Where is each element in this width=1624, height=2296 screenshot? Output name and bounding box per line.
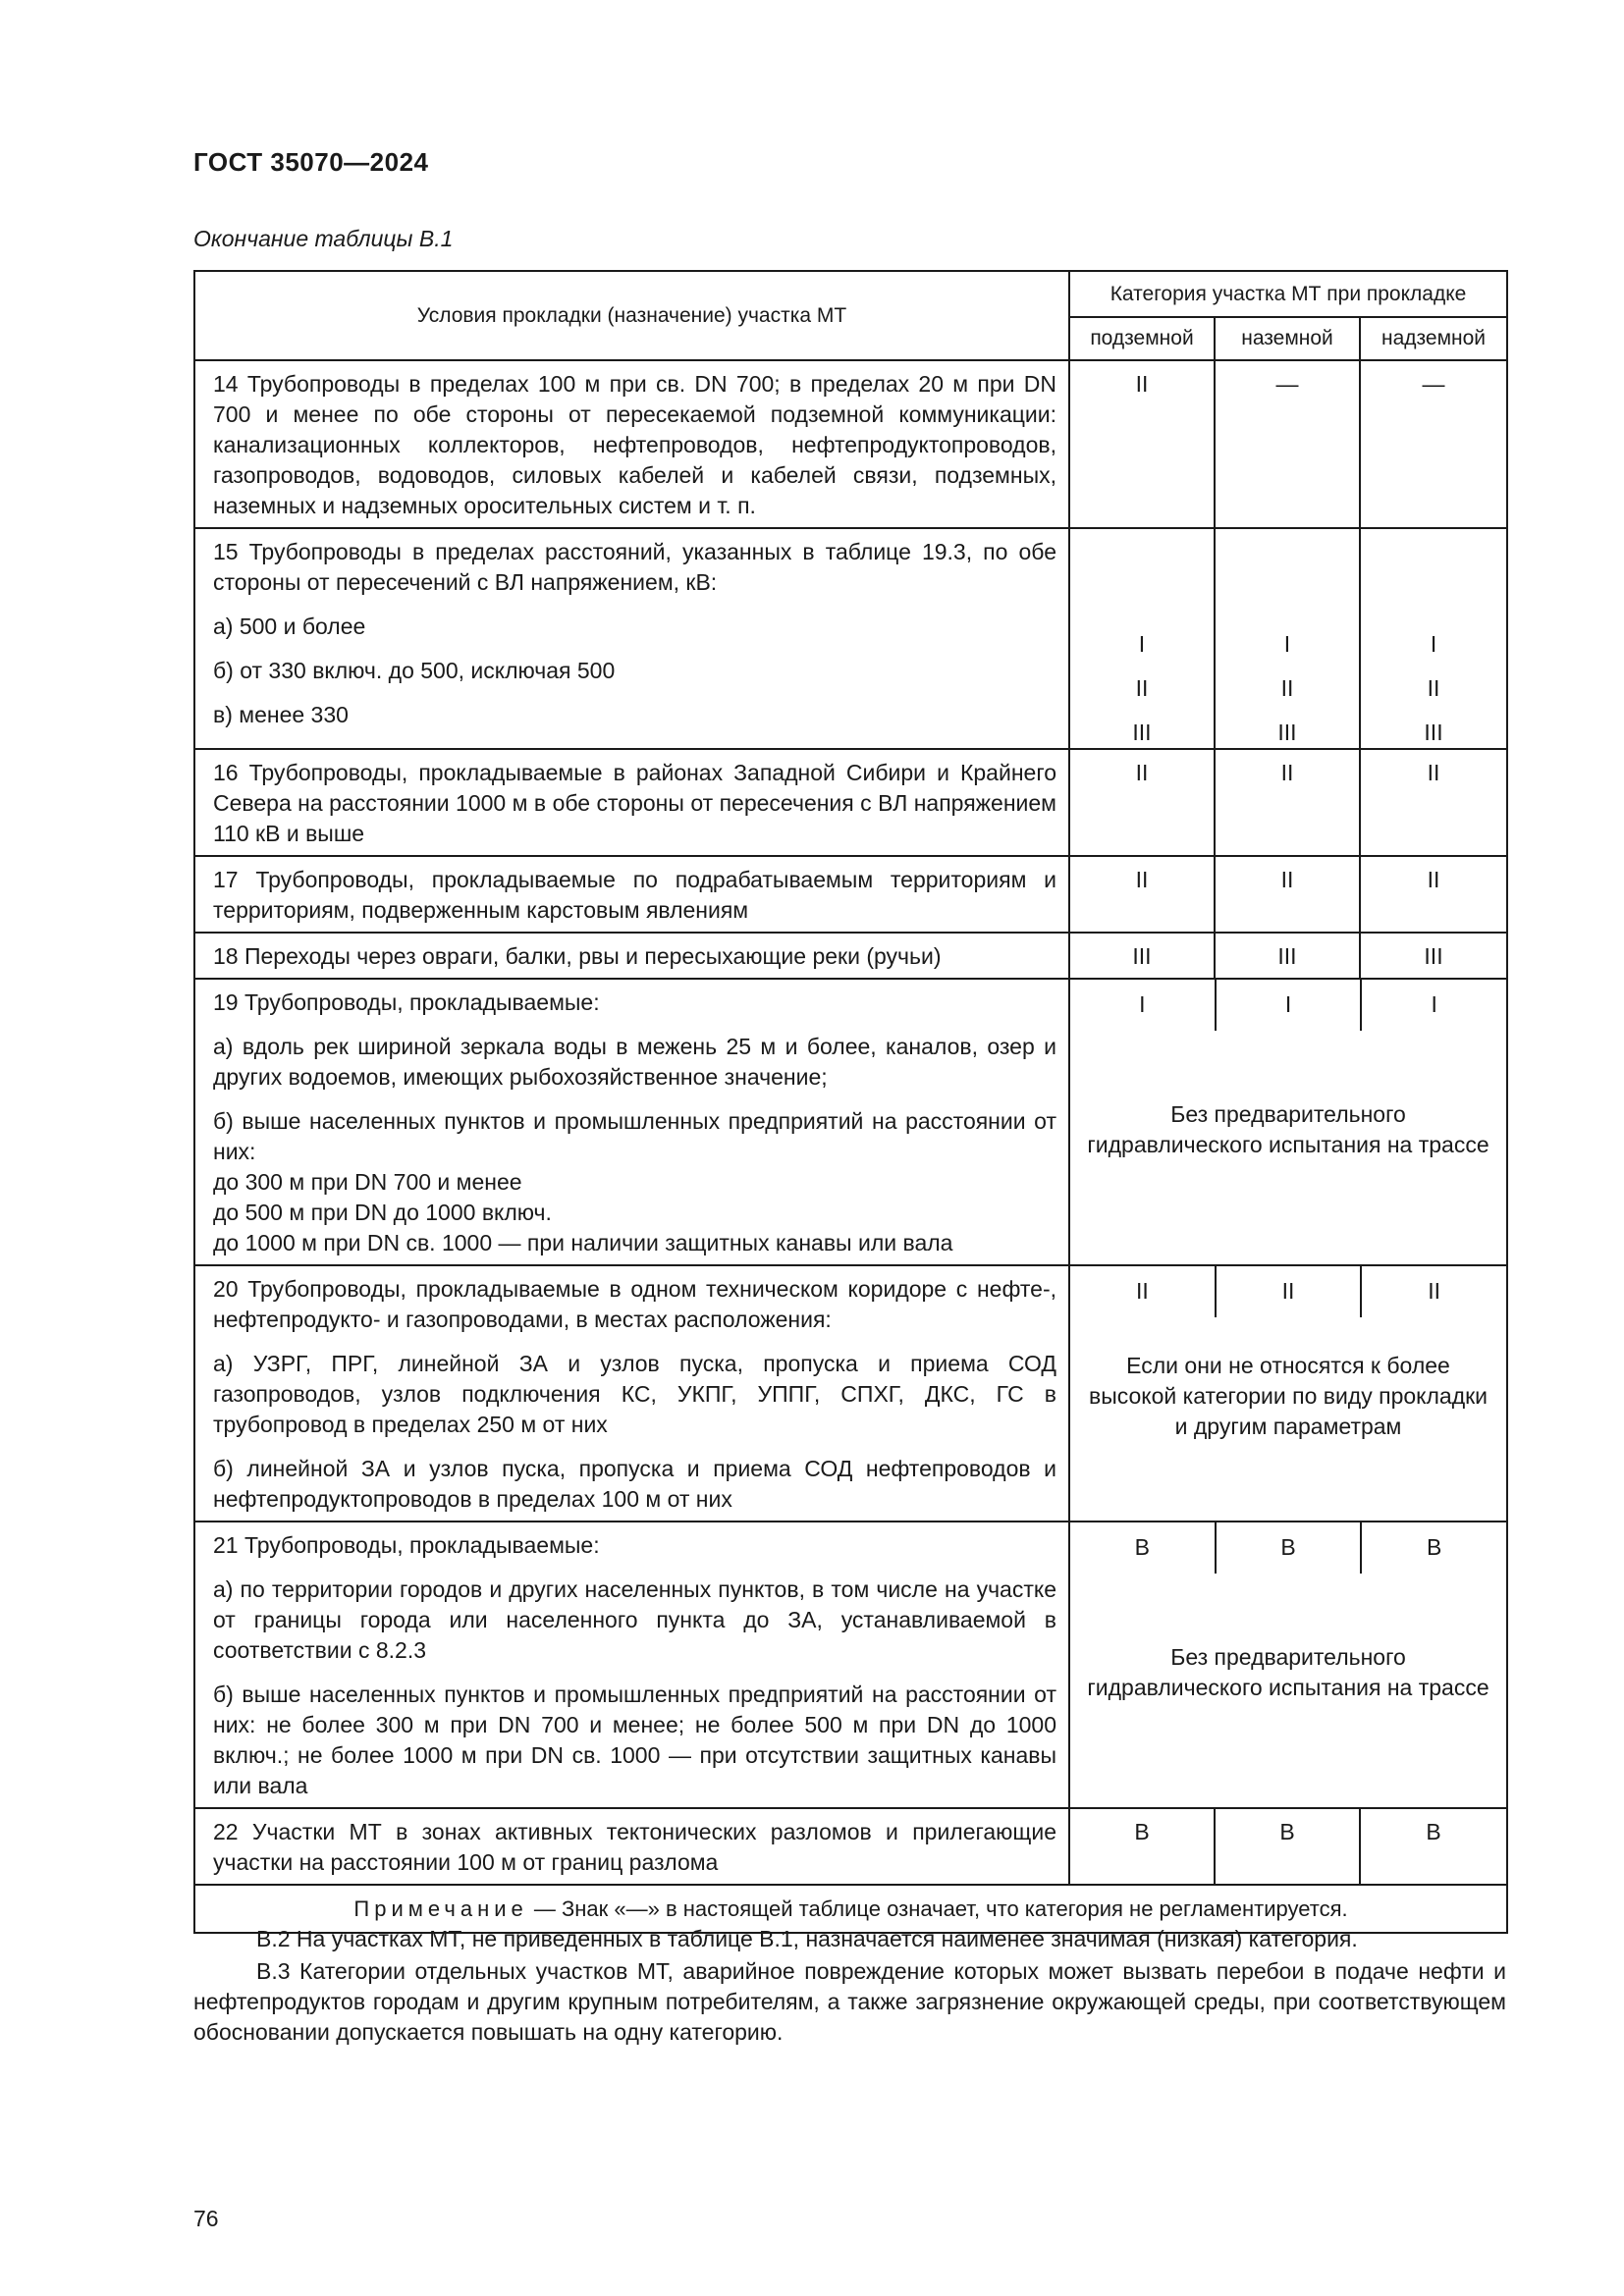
row19-aboveground: I xyxy=(1431,991,1437,1017)
table-caption: Окончание таблицы В.1 xyxy=(193,226,454,251)
category-table xyxy=(193,270,1508,1934)
row16-underground: II xyxy=(1135,760,1149,785)
row22-text: 22 Участки МТ в зонах активных тектонических разломов и прилегающие участки на расстоянии 100 м от границ разлома xyxy=(213,1819,1056,1875)
row17-ground: II xyxy=(1280,867,1294,892)
table-row-22 xyxy=(194,1808,1507,1885)
row19-ground: I xyxy=(1217,980,1363,1031)
row19-underground: I xyxy=(1070,980,1217,1031)
footnote-text: — Знак «—» в настоящей таблице означает, что категория не регламентируется. xyxy=(527,1896,1348,1921)
row18-underground: III xyxy=(1132,943,1152,969)
row15b-underground: II xyxy=(1135,675,1149,701)
row18-aboveground: III xyxy=(1424,943,1443,969)
row19-item-b-line2: до 300 м при DN 700 и менее xyxy=(213,1169,522,1195)
table-row-20 xyxy=(194,1265,1507,1522)
row14-aboveground: — xyxy=(1422,371,1445,397)
table-row-17 xyxy=(194,856,1507,933)
row15b-ground: II xyxy=(1280,675,1294,701)
row19-note: Без предварительного гидравлического испытания на трассе xyxy=(1087,1101,1489,1157)
table-row-18 xyxy=(194,933,1507,979)
row19-item-b: б) выше населенных пунктов и промышленных предприятий на расстоянии от них: xyxy=(213,1108,1056,1164)
row15c-aboveground: III xyxy=(1424,720,1443,745)
row17-underground: II xyxy=(1135,867,1149,892)
row21-underground: В xyxy=(1070,1522,1217,1574)
row21-item-a: а) по территории городов и других населенных пунктов, в том числе на участке от границы города или населенного пункта до ЗА, устанавливаемой в соответствии с 8.2.3 xyxy=(213,1576,1056,1663)
row16-aboveground: II xyxy=(1427,760,1440,785)
row21-aboveground: В xyxy=(1427,1534,1442,1560)
row14-text: 14 Трубопроводы в пределах 100 м при св. DN 700; в пределах 20 м при DN 700 и менее по обе стороны от пересекаемой подземной коммуникации: канализационных коллекторов, нефтепроводов, нефтепродуктопроводов, газопроводов, водоводов, силовых кабелей и кабелей связи, подземных, наземных и надземных оросительных систем и т. п. xyxy=(213,371,1056,518)
row19-item-a: а) вдоль рек шириной зеркала воды в межень 25 м и более, каналов, озер и других водоемов, имеющих рыбохозяйственное значение; xyxy=(213,1034,1056,1090)
paragraph-b2: В.2 На участках МТ, не приведенных в таблице В.1, назначается наименее значимая (низкая) категория. xyxy=(256,1926,1358,1951)
row20-text: 20 Трубопроводы, прокладываемые в одном техническом коридоре с нефте-, нефтепродукто- и газопроводами, в местах расположения: xyxy=(213,1276,1056,1332)
row21-ground: В xyxy=(1217,1522,1363,1574)
table-row-14 xyxy=(194,360,1507,528)
row20-underground: II xyxy=(1070,1266,1217,1317)
row19-item-b-line3: до 500 м при DN до 1000 включ. xyxy=(213,1200,552,1225)
row15-item-b: б) от 330 включ. до 500, исключая 500 xyxy=(213,658,616,683)
row16-text: 16 Трубопроводы, прокладываемые в районах Западной Сибири и Крайнего Севера на расстоянии 1000 м в обе стороны от пересечения с ВЛ напряжением 110 кВ и выше xyxy=(213,760,1056,846)
row15-item-a: а) 500 и более xyxy=(213,614,366,639)
row20-item-b: б) линейной ЗА и узлов пуска, пропуска и приема СОД нефтепроводов и нефтепродуктопроводов в пределах 100 м от них xyxy=(213,1456,1056,1512)
table-row-21 xyxy=(194,1522,1507,1808)
row19-item-b-line4: до 1000 м при DN св. 1000 — при наличии защитных канавы или вала xyxy=(213,1230,953,1255)
header-category: Категория участка МТ при прокладке xyxy=(1069,271,1507,317)
row17-aboveground: II xyxy=(1427,867,1440,892)
row15b-aboveground: II xyxy=(1427,675,1440,701)
document-code: ГОСТ 35070—2024 xyxy=(193,147,429,177)
header-ground: наземной xyxy=(1215,317,1360,360)
row15c-ground: III xyxy=(1277,720,1297,745)
row15a-underground: I xyxy=(1138,631,1146,657)
header-aboveground: надземной xyxy=(1360,317,1507,360)
paragraph-b3: В.3 Категории отдельных участков МТ, аварийное повреждение которых может вызвать перебои в подаче нефти и нефтепродуктов городам и другим крупным потребителям, а также загрязнение окружающей среды, при соответствующем обосновании допускается повышать на одну категорию. xyxy=(193,1958,1506,2045)
header-underground: подземной xyxy=(1069,317,1215,360)
table-row-19 xyxy=(194,979,1507,1265)
row21-item-b: б) выше населенных пунктов и промышленных предприятий на расстоянии от них: не более 300 м при DN 700 и менее; не более 500 м при DN до 1000 включ.; не более 1000 м при DN св. 1000 — при отсутствии защитных канавы или вала xyxy=(213,1682,1056,1798)
header-conditions: Условия прокладки (назначение) участка МТ xyxy=(194,271,1069,360)
row14-ground: — xyxy=(1275,371,1299,397)
row14-underground: II xyxy=(1135,371,1149,397)
row15a-ground: I xyxy=(1283,631,1291,657)
table-row-15 xyxy=(194,528,1507,749)
row20-note: Если они не относятся к более высокой категории по виду прокладки и другим параметрам xyxy=(1088,1353,1489,1439)
page-number: 76 xyxy=(193,2206,219,2231)
row18-ground: III xyxy=(1277,943,1297,969)
row21-text: 21 Трубопроводы, прокладываемые: xyxy=(213,1532,600,1558)
row16-ground: II xyxy=(1280,760,1294,785)
row22-aboveground: В xyxy=(1426,1819,1441,1844)
row21-note: Без предварительного гидравлического испытания на трассе xyxy=(1087,1644,1489,1700)
row22-underground: В xyxy=(1134,1819,1150,1844)
row15a-aboveground: I xyxy=(1430,631,1437,657)
row20-aboveground: II xyxy=(1428,1278,1441,1304)
row15-item-c: в) менее 330 xyxy=(213,702,349,727)
row19-text: 19 Трубопроводы, прокладываемые: xyxy=(213,989,600,1015)
row18-text: 18 Переходы через овраги, балки, рвы и пересыхающие реки (ручьи) xyxy=(213,943,942,969)
row20-item-a: а) УЗРГ, ПРГ, линейной ЗА и узлов пуска, пропуска и приема СОД газопроводов, узлов подключения КС, УКПГ, УППГ, СПХГ, ДКС, ГС в трубопровод в пределах 250 м от них xyxy=(213,1351,1056,1437)
table-row-16 xyxy=(194,749,1507,856)
row15-text: 15 Трубопроводы в пределах расстояний, указанных в таблице 19.3, по обе стороны от пересечений с ВЛ напряжением, кВ: xyxy=(213,539,1056,595)
row22-ground: В xyxy=(1279,1819,1295,1844)
footnote-label: Примечание xyxy=(353,1896,528,1921)
row15c-underground: III xyxy=(1132,720,1152,745)
row20-ground: II xyxy=(1217,1266,1363,1317)
row17-text: 17 Трубопроводы, прокладываемые по подрабатываемым территориям и территориям, подверженным карстовым явлениям xyxy=(213,867,1056,923)
